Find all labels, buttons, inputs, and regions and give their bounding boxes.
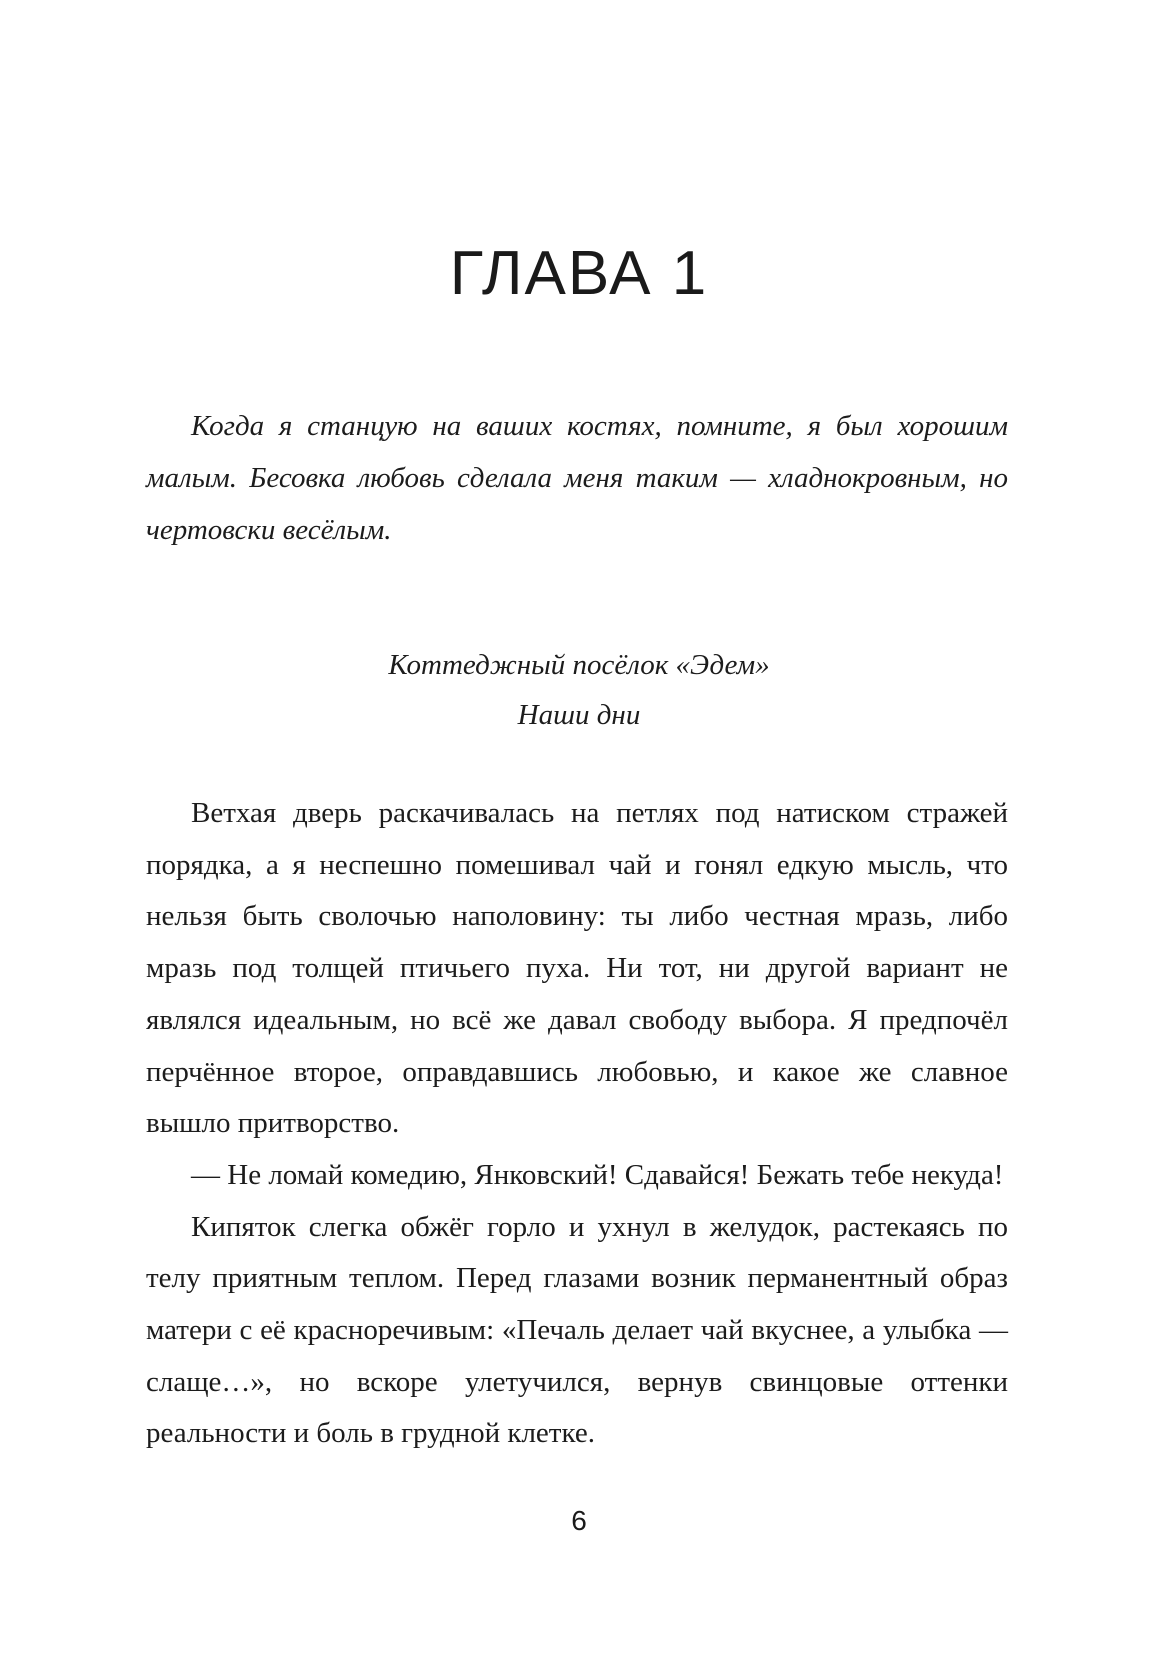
paragraph-1: Ветхая дверь раскачивалась на петлях под натиском стражей порядка, а я неспешно помешивал чай и гонял едкую мысль, что нельзя быть сволочью наполовину: ты либо честная мразь, либо мразь под толщей птичьего пуха. Ни тот, ни другой вариант не являлся идеальным, но всё же давал свободу выбора. Я предпочёл перчённое второе, оправдавшись любовью, и какое же славное вышло притворство. bbox=[146, 797, 1008, 1140]
paragraph-3: Кипяток слегка обжёг горло и ухнул в желудок, растекаясь по телу приятным теплом. Перед глазами возник перманентный образ матери с её красноречивым: «Печаль делает чай вкуснее, а улыбка — слаще…», но вскоре улетучился, вернув свинцовые оттенки реальности и боль в грудной клетке. bbox=[146, 1210, 1008, 1450]
setting-place: Коттеджный посёлок «Эдем» bbox=[388, 649, 770, 681]
page-number: 6 bbox=[571, 1505, 587, 1536]
epigraph: Когда я станцую на ваших костях, помните, я был хорошим малым. Бесовка любовь сделала меня таким — хладнокровным, но чертовски весёлым. bbox=[146, 410, 1008, 546]
body-text bbox=[146, 788, 1008, 1460]
paragraph-2: — Не ломай комедию, Янковский! Сдавайся! Бежать тебе некуда! bbox=[191, 1158, 1004, 1191]
setting-time: Наши дни bbox=[517, 699, 641, 731]
chapter-title: ГЛАВА 1 bbox=[449, 239, 709, 308]
setting-block bbox=[0, 640, 1158, 740]
